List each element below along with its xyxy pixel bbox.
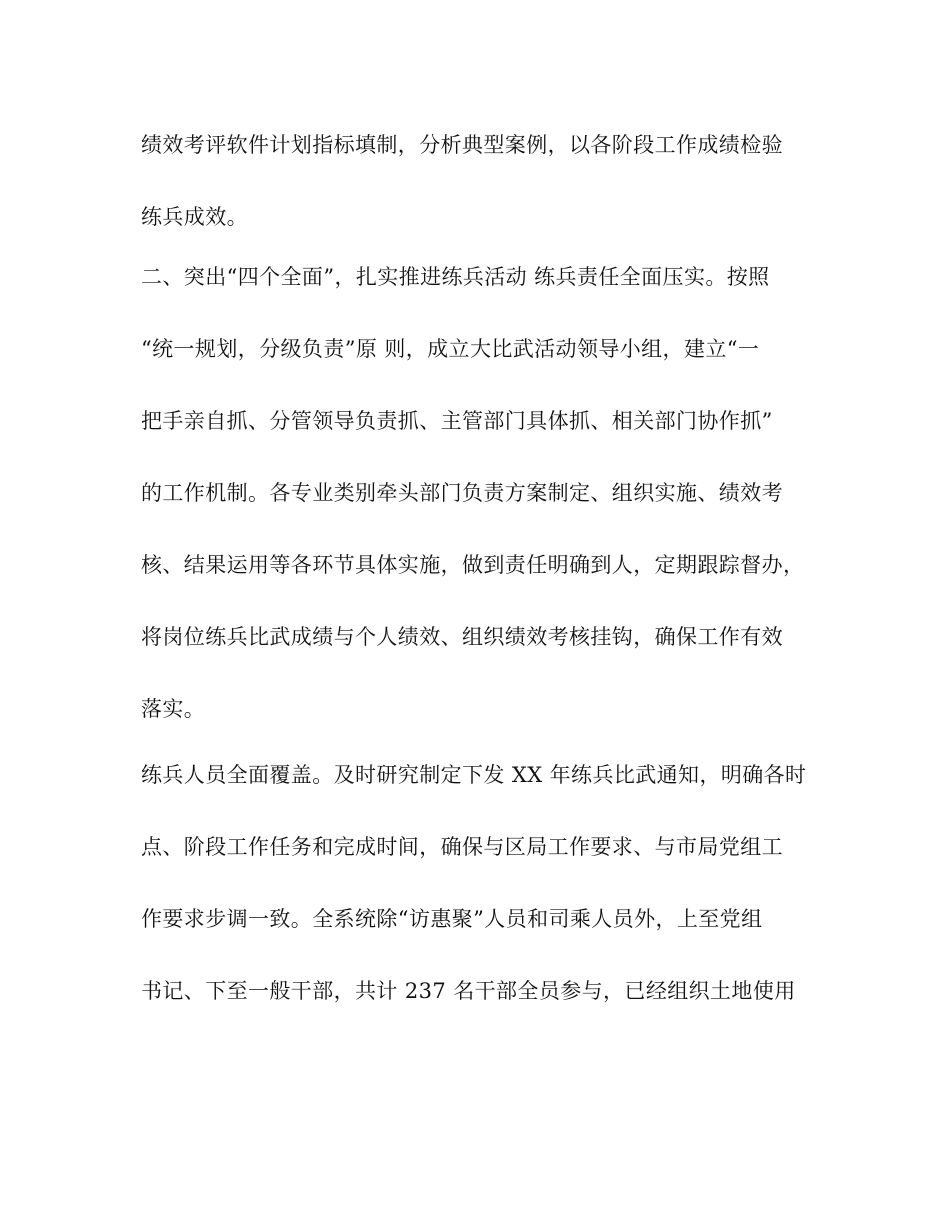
text-line: 练兵成效。 xyxy=(141,205,248,229)
text-line: “统一规划，分级负责”原 则，成立大比武活动领导小组，建立“一 xyxy=(141,337,760,361)
text-line: 点、阶段工作任务和完成时间，确保与区局工作要求、与市局党组工 xyxy=(141,835,783,859)
text-line: 的工作机制。各专业类别牵头部门负责方案制定、组织实施、绩效考 xyxy=(141,481,783,505)
text-line: 作要求步调一致。全系统除“访惠聚”人员和司乘人员外，上至党组 xyxy=(141,907,763,931)
text-line: 把手亲自抓、分管领导负责抓、主管部门具体抓、相关部门协作抓” xyxy=(141,409,773,433)
text-line: 核、结果运用等各环节具体实施，做到责任明确到人，定期跟踪督办， xyxy=(141,553,805,577)
text-line: 落实。 xyxy=(141,697,206,721)
text-line: 书记、下至一般干部，共计 237 名干部全员参与，已经组织土地使用 xyxy=(141,979,796,1003)
text-line: 练兵人员全面覆盖。及时研究制定下发 XX 年练兵比武通知，明确各时 xyxy=(141,763,807,787)
text-line: 二、突出“四个全面”，扎实推进练兵活动 练兵责任全面压实。按照 xyxy=(141,265,770,289)
text-line: 绩效考评软件计划指标填制，分析典型案例，以各阶段工作成绩检验 xyxy=(141,133,783,157)
text-line: 将岗位练兵比武成绩与个人绩效、组织绩效考核挂钩，确保工作有效 xyxy=(141,625,783,649)
